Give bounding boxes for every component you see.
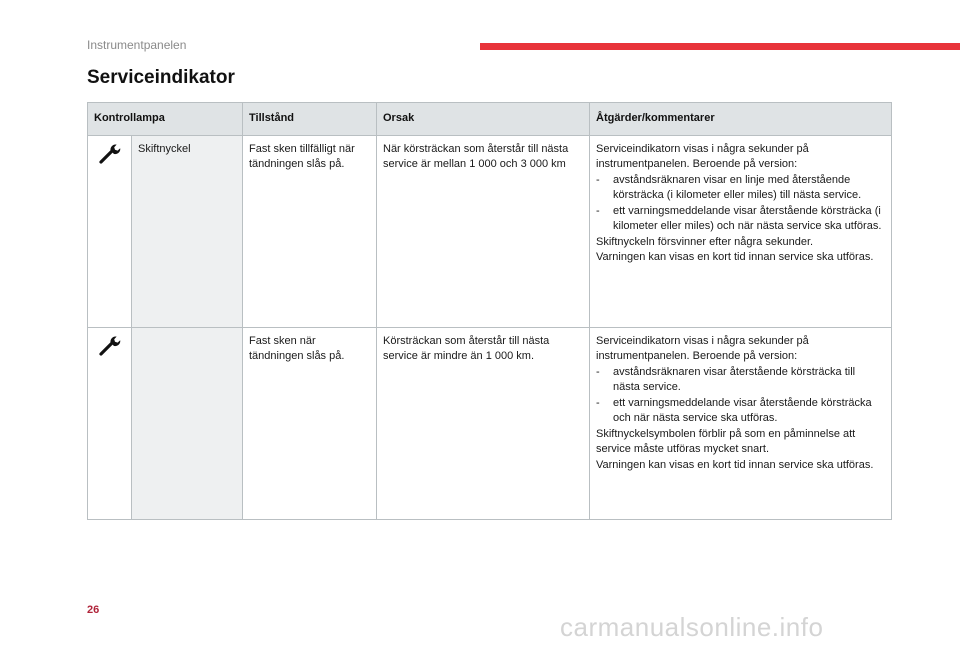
list-item: - avståndsräknaren visar återstående körsträcka till nästa service. [596, 365, 856, 393]
service-indicator-table [87, 102, 892, 520]
lamp-name [132, 327, 243, 519]
comments-cell [590, 135, 892, 327]
column-header-kontrollampa: Kontrollampa [88, 103, 243, 136]
comment-note: Varningen kan visas en kort tid innan service ska utföras. [596, 458, 874, 471]
table-header-row [88, 103, 892, 136]
wrench-icon [98, 155, 122, 167]
comment-intro: Serviceindikatorn visas i några sekunder på instrumentpanelen. Beroende på version: [596, 334, 809, 362]
comments-cell [590, 327, 892, 519]
icon-cell [88, 135, 132, 327]
state-text: Fast sken när tändningen slås på. [243, 327, 377, 519]
comment-outro: Skiftnyckeln försvinner efter några sekunder. [596, 235, 814, 248]
column-header-tillstand: Tillstånd [243, 103, 377, 136]
comment-list [596, 365, 885, 427]
lamp-name: Skiftnyckel [132, 135, 243, 327]
comment-outro: Skiftnyckelsymbolen förblir på som en påminnelse att service måste utföras mycket snart. [596, 427, 856, 455]
comment-intro: Serviceindikatorn visas i några sekunder på instrumentpanelen. Beroende på version: [596, 142, 809, 170]
cause-text: När körsträckan som återstår till nästa service är mellan 1 000 och 3 000 km [377, 135, 590, 327]
table-row [88, 327, 892, 519]
list-item: - avståndsräknaren visar en linje med återstående körsträcka (i kilometer eller miles) till nästa service. [596, 173, 862, 201]
comment-note: Varningen kan visas en kort tid innan service ska utföras. [596, 251, 874, 263]
list-item: - ett varningsmeddelande visar återstående körsträcka (i kilometer eller miles) och när nästa service ska utföras. [596, 204, 882, 232]
table-row [88, 135, 892, 327]
comment-list [596, 173, 885, 235]
cause-text: Körsträckan som återstår till nästa service är mindre än 1 000 km. [377, 327, 590, 519]
list-item: - ett varningsmeddelande visar återstående körsträcka och när nästa service ska utföras. [596, 396, 872, 424]
column-header-atgarder: Åtgärder/kommentarer [590, 103, 892, 136]
page-number: 26 [87, 604, 100, 616]
icon-cell [88, 327, 132, 519]
watermark: carmanualsonline.info [560, 612, 824, 642]
header-accent-bar [480, 43, 960, 50]
state-text: Fast sken tillfälligt när tändningen slås på. [243, 135, 377, 327]
page-title: Serviceindikator [87, 67, 235, 88]
section-label: Instrumentpanelen [87, 38, 187, 52]
column-header-orsak: Orsak [377, 103, 590, 136]
wrench-icon [98, 347, 122, 359]
